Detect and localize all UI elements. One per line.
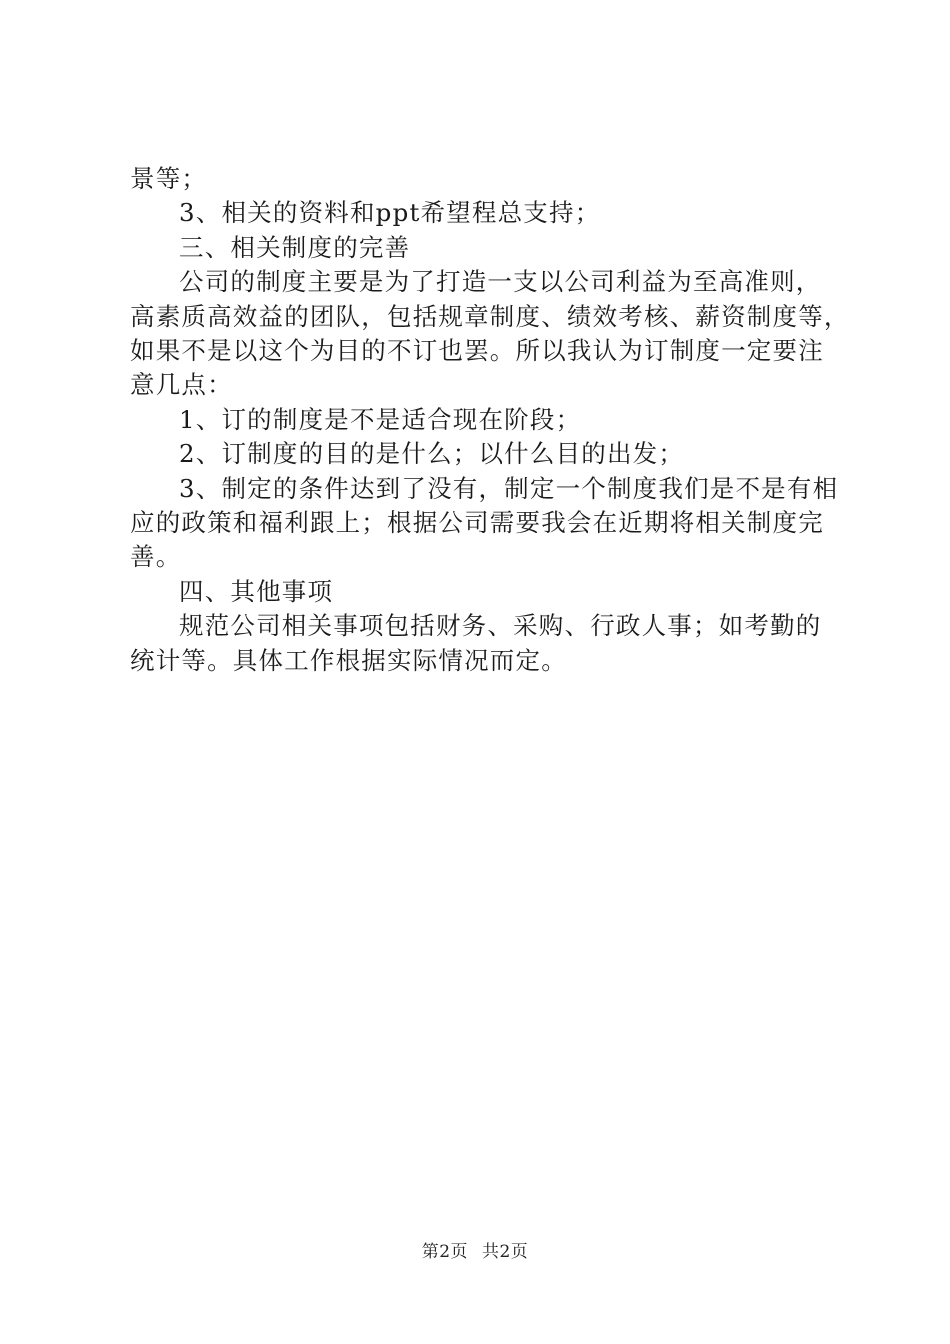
page-footer [0,1240,950,1264]
list-item: 1、订的制度是不是适合现在阶段； [179,404,582,434]
section-heading: 四、其他事项 [179,576,334,606]
text-line: 善。 [130,542,182,572]
text-line: 意几点： [130,370,233,400]
section-heading: 三、相关制度的完善 [179,232,411,262]
text-line: 如果不是以这个为目的不订也罢。所以我认为订制度一定要注 [130,336,824,366]
text-line: 统计等。具体工作根据实际情况而定。 [130,645,567,675]
text-line: 应的政策和福利跟上；根据公司需要我会在近期将相关制度完 [130,508,824,538]
text-line: 规范公司相关事项包括财务、采购、行政人事；如考勤的 [179,611,822,641]
page-total: 共2页 [481,1242,529,1262]
text-line: 公司的制度主要是为了打造一支以公司利益为至高准则， [179,267,822,297]
text-line: 3、相关的资料和ppt希望程总支持； [179,198,601,228]
document-body [130,162,850,678]
text-line: 高素质高效益的团队，包括规章制度、绩效考核、薪资制度等， [130,301,850,331]
text-line: 景等； [130,164,208,193]
page-number: 第2页 [421,1242,469,1262]
list-item: 3、制定的条件达到了没有，制定一个制度我们是不是有相 [179,473,839,503]
list-item: 2、订制度的目的是什么；以什么目的出发； [179,439,685,469]
